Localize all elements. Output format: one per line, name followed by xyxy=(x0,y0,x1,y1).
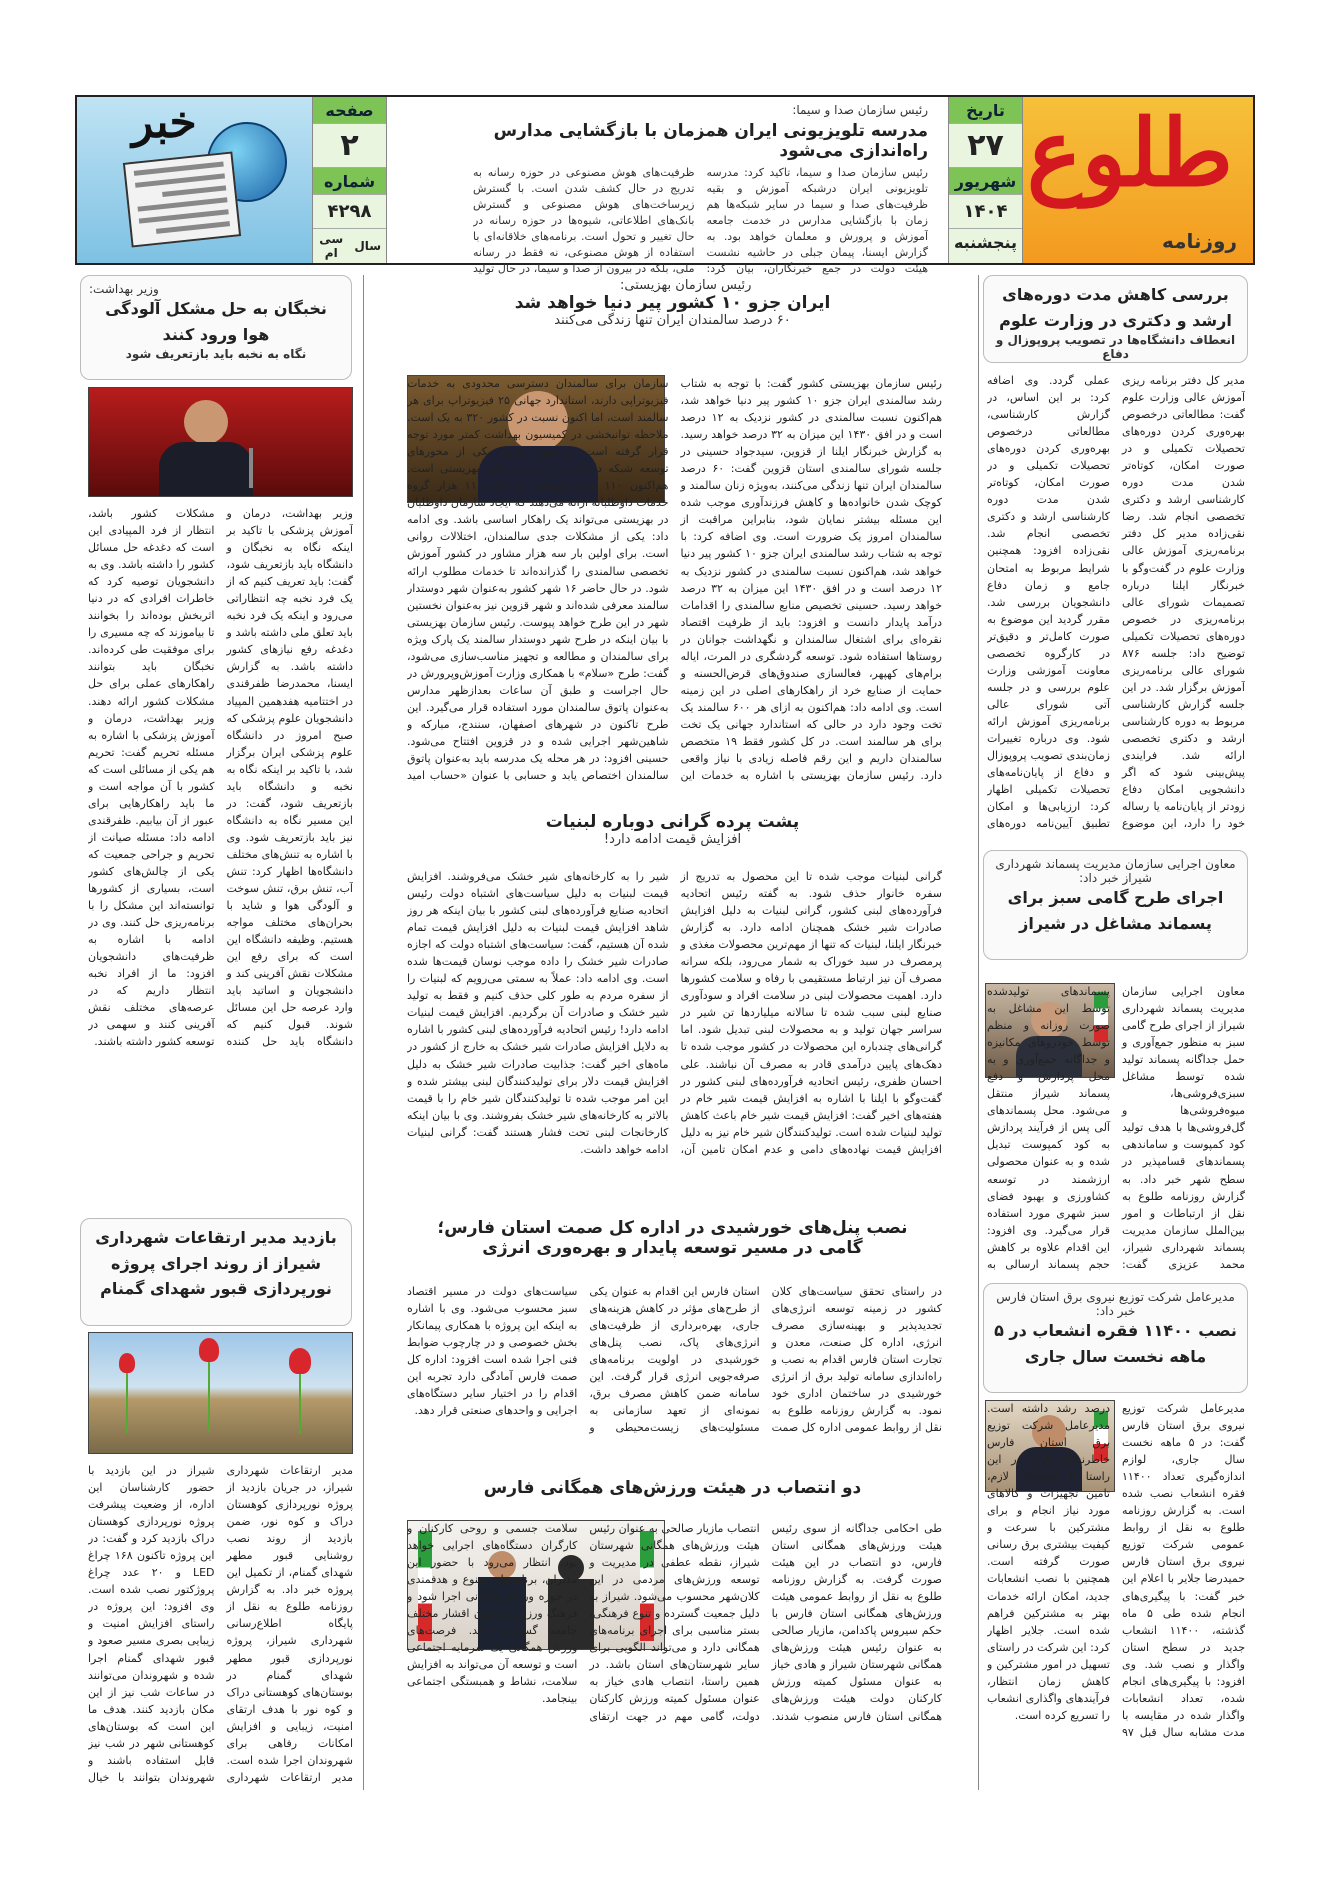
article-body-health: وزیر بهداشت، درمان و آموزش پزشکی با تاکید بر اینکه نگاه به نخبگان و دانشگاه باید بازتعریف شود، گفت: باید تعریف کنیم که از یک فرد نخبه چه انتظاراتی می‌رود و اینکه یک فرد نخبه باید تعلق ملی داشته باشد و دغدغه رفع نیازهای کشور داشته باشد. به گزارش ایسنا، محمدرضا ظفرقندی در اختتامیه هفدهمین المپیاد دانشجویان علوم پزشکی که صبح امروز در دانشگاه علوم پزشکی ایران برگزار شد، با تاکید بر اینکه نگاه به نخبه و دانشگاه باید بازتعریف شود، گفت: در این مسیر نگاه به دانشگاه نیز باید بازتعریف شود. وی با اشاره به تنش‌های مختلف دانشگاه‌ها اظهار کرد: تنش آب، تنش برق، تنش سوخت و آلودگی هوا و شاید با بحران‌های مختلف مواجه هستیم. وظیفه دانشگاه این است که برای رفع این مشکلات نقش آفرینی کند و دانشجویان و اساتید باید وارد عرصه حل این مسائل شوند. قبول کنیم که دانشگاه باید حل کننده مشکلات کشور باشد، انتظار از فرد المپیادی این است که دغدغه حل مسائل کشور را داشته باشد. وی به دانشجویان توصیه کرد که خاطرات افرادی که در دنیا اثربخش بوده‌اند را بخوانند تا بیاموزند که چه مسیری را برای موفقیت طی کرده‌اند. نخبگان باید بتوانند راهکارهای عملی برای حل مشکلات کشور ارائه دهند. وزیر بهداشت، درمان و آموزش پزشکی با اشاره به مسئله تحریم گفت: تحریم هم یکی از مسائلی است که کشور با آن مواجه است و ما باید راهکارهایی برای عبور از آن بیابیم. ظفرقندی ادامه داد: مسئله صیانت از تحریم و جراحی جمعیت که یکی از چالش‌های کشور است، بسیاری از کشورها توانسته‌اند این مشکل را با برنامه‌ریزی حل کنند. وی در ادامه با اشاره به ظرفیت‌های دانشجویان افزود: ما از افراد نخبه انتظار داریم که در عرصه‌های مختلف نقش آفرینی کنند و سهمی در توسعه کشور داشته باشند. xyxy=(88,507,353,1049)
article-headline[interactable]: بررسی کاهش مدت دوره‌های ارشد و دکتری در وزارت علوم xyxy=(999,285,1232,330)
article-subhead: انعطاف دانشگاه‌ها در تصویب پروپوزال و دفاع xyxy=(995,333,1236,362)
stem xyxy=(126,1373,128,1433)
date-year: ۱۴۰۴ xyxy=(949,195,1022,229)
article-body-electricity: مدیرعامل شرکت توزیع نیروی برق استان فارس گفت: در ۵ ماهه نخست سال جاری، لوازم اندازه‌گیری تعداد ۱۱۴۰۰ فقره انشعاب نصب شده است. به گزارش روزنامه طلوع به نقل از روابط عمومی شرکت توزیع نیروی برق استان فارس حمیدرضا جلایر با اعلام این خبر گفت: با پیگیری‌های انجام شده طی ۵ ماه گذشته، ۱۱۴۰۰ انشعاب جدید در سطح استان واگذار و نصب شد. وی افزود: با پیگیری‌های انجام شده، تعداد انشعابات واگذار شده در مقایسه با مدت مشابه سال قبل ۹۷ درصد رشد داشته است. مدیرعامل شرکت توزیع برق استان فارس خاطرنشان کرد: در این راستا با هماهنگی لازم، تامین تجهیزات و کالاهای مورد نیاز انجام و برای مشترکین با سرعت و کیفیت بیشتری برق رسانی صورت گرفته است. همچنین با نصب انشعابات جدید، امکان ارائه خدمات بهتر به مشترکین فراهم شده است. جلایر اظهار کرد: این شرکت در راستای تسهیل در امور مشترکین و کاهش زمان انتظار، فرآیندهای واگذاری انشعاب را تسریع کرده است. xyxy=(987,1402,1245,1739)
article-header-dairy xyxy=(395,812,950,847)
microphone-icon xyxy=(249,448,253,488)
lead-kicker: رئیس سازمان صدا و سیما: xyxy=(792,103,928,117)
article-header-universities xyxy=(983,275,1248,363)
date-column xyxy=(948,97,1023,263)
brand-logo: طلوع xyxy=(1026,99,1233,207)
article-header-electricity xyxy=(983,1283,1248,1393)
article-body-waste: معاون اجرایی سازمان مدیریت پسماند شهرداری شیراز از اجرای طرح گامی سبز به منظور جمع‌آوری و حمل جداگانه پسماند تولید شده توسط مشاغل سبزی‌فروشی‌ها، میوه‌فروشی‌ها و گل‌فروشی‌ها با هدف تولید کود کمپوست و ساماندهی پسماندهای قسامپذیر در سطح شهر خبر داد. به گزارش روزنامه طلوع به نقل از ارتباطات و امور بین‌الملل سازمان مدیریت پسماند شهرداری شیراز، محمد عزیزی گفت: پسماندهای تولیدشده توسط این مشاغل به صورت روزانه و منظم توسط خودروهای مکانیزه و جداگانه جمع‌آوری و به محل پردازش و دفع پسماند شیراز منتقل می‌شود. محل پسماندهای آلی پس از فرآیند پردازش به کود کمپوست تبدیل شده و به عنوان محصولی ارزشمند در توسعه کشاورزی و بهبود فضای سبز شهری مورد استفاده قرار می‌گیرد. وی افزود: این اقدام علاوه بر کاهش حجم پسماند ارسالی به xyxy=(987,985,1245,1271)
person-head xyxy=(184,400,228,444)
article-header-waste xyxy=(983,850,1248,960)
article-kicker-2: شیراز خبر داد: xyxy=(1079,871,1152,885)
lead-body: رئیس سازمان صدا و سیما، تاکید کرد: مدرسه تلویزیونی ایران درشبکه آموزش و بقیه ظرفیت‌های صدا و سیما در سایر شبکه‌ها هم زمان با بازگشایی مدارس در خدمت جامعه آموزش و پرورش و معلمان خواهد بود. به گزارش ایسنا، پیمان جبلی در حاشیه نشست هیئت دولت در جمع خبرنگاران، بیان کرد: ظرفیت‌های هوش مصنوعی در حوزه رسانه به تدریج در حال کشف شدن است. با گسترش زیرساخت‌های هوش مصنوعی و گسترش بانک‌های اطلاعاتی، شیوه‌ها در حوزه رسانه در حال تغییر و تحول است. برنامه‌های خلاقانه‌ای با استفاده از هوش مصنوعی، نه فقط در رسانه ملی، بلکه در بیرون از صدا و سیما، در حال تولید xyxy=(473,166,928,275)
article-header-lighting xyxy=(80,1218,352,1326)
article-kicker: وزیر بهداشت: xyxy=(89,282,159,296)
brand-subtitle: روزنامه xyxy=(1162,229,1237,253)
page-number: ۲ xyxy=(313,124,386,168)
volume-label: سال xyxy=(354,238,382,253)
article-body-lighting: مدیر ارتقاعات شهرداری شیراز، در جریان بازدید از پروژه نورپردازی کوهستان دراک و کوه نور، ضمن بازدید از روند نصب روشنایی قبور مطهر شهدای گمنام، از تکمیل این پروژه خبر داد. به گزارش روزنامه طلوع به نقل از پایگاه اطلاع‌رسانی شهرداری شیراز، پروژه نورپردازی قبور مطهر شهدای گمنام در بوستان‌های کوهستانی دراک و کوه نور با هدف ارتقای امنیت، زیبایی و افزایش امکانات رفاهی برای شهروندان اجرا شده است. مدیر ارتقاعات شهرداری شیراز در این بازدید با حضور کارشناسان این اداره، از وضعیت پیشرفت پروژه نورپردازی کوهستان دراک بازدید کرد و گفت: در این پروژه تاکنون ۱۶۸ چراغ LED و ۲۰ عدد چراغ پروژکتور نصب شده است. وی افزود: این پروژه در راستای افزایش امنیت و زیبایی بصری مسیر صعود و قبور شهدای گمنام اجرا شده و شهروندان می‌توانند در ساعات شب نیز از این مکان بازدید کنند. هدف ما این است که بوستان‌های کوهستانی شهر در شب نیز قابل استفاده باشند و شهروندان بتوانند با خیال xyxy=(88,1464,353,1784)
page-column xyxy=(312,97,387,263)
article-header-solar xyxy=(395,1218,950,1258)
tulip-icon xyxy=(199,1338,219,1362)
article-header-aging xyxy=(395,278,950,328)
article-headline[interactable]: پشت پرده گرانی دوباره لبنیات xyxy=(545,812,800,832)
brand-logo-box xyxy=(1023,97,1253,263)
article-body-aging: رئیس سازمان بهزیستی کشور گفت: با توجه به شتاب رشد سالمندی ایران جزو ۱۰ کشور پیر دنیا خواهد شد، هم‌اکنون نسبت سالمندی در کشور نزدیک به ۱۲ درصد است و در افق ۱۴۳۰ این میزان به ۳۲ درصد خواهد رسید. به گزارش خبرنگار ایلنا از قزوین، سید‌جواد حسینی در جلسه شورای سالمندی استان قزوین گفت: ۶۰ درصد سالمندان ایران تنها زندگی می‌کنند، به‌ویژه زنان سالمند و کوچک شدن خانواده‌ها و کاهش فرزندآوری موجب شده این مسئله بیشتر نمایان شود، بنابراین مراقبت از سالمندان امروز یک ضرورت است. وی اضافه کرد: با توجه به شتاب رشد سالمندی ایران جزو ۱۰ کشور پیر دنیا خواهد شد، هم‌اکنون نسبت سالمندی در کشور نزدیک به ۱۲ درصد است و در افق ۱۴۳۰ این میزان به ۳۲ درصد خواهد رسید. حسینی تخصیص منابع سالمندی را اقدامات درآمد پایدار دانست و افزود: باید از ظرفیت اقتصاد نقره‌ای برای اشتغال سالمندان و نگهداشت جوانان در روستاها استفاده شود. توسعه گردشگری در المرت، ایاله برام‌های کهپهر، فعالسازی صندوق‌های قرض‌الحسنه و حمایت از صنایع خرد از راهکارهای اصلی در این زمینه است. وی ادامه داد: هم‌اکنون به ازای هر ۶۰۰ سالمند یک تخت وجود دارد در حالی که استاندارد جهانی یک تخت برای هر سالمند است. در کل کشور فقط ۱۹ متخصص سالمندان داریم و این رقم فاصله زیادی با نیاز واقعی دارد. رئیس سازمان بهزیستی با اشاره به خدمات این سازمان برای سالمندان دسترسی محدودی به خدمات فیزیوتراپی دارند، استاندارد جهانی ۲۵ فیزیوتراپ برای هر سالمند است، اما اکنون نسبت در کشور ۳۲۰ به یک است. ملاحظه توانبخشی در کمیسیون بهداشت کمتر مورد توجه قرار گرفته است. می‌شود، افزود: یکی از محورهای توسعه شبکه داوطلبان از ضرورت‌های بهزیستی است. هم‌اکنون ۱۱۰ هزار داوطلب در قالب ۱۱ هزار گروه خدمات داوطلبانه ارائه می‌دهند که ایجاد سازمان داوطلبان در بهزیستی می‌تواند یک راهکار اساسی باشد. وی ادامه داد: یکی از مشکلات جدی سالمندان، اختلالات روانی است. برای اولین بار سه هزار مشاور در کشور آموزش تخصصی سالمندی را گذرانده‌اند تا خدمات مطلوب ارائه شود. در حال حاضر ۱۶ شهر کشور به‌عنوان شهر دوستدار سالمند معرفی شده‌اند و شهر قزوین نیز به‌عنوان نخستین شهر در این طرح خواهد پیوست. رئیس سازمان بهزیستی با بیان اینکه در طرح شهر دوستدار سالمند یک پارک ویژه برای سالمندان و مطالعه و تجهیز مناسب‌سازی می‌شود، گفت: طرح «سلام» با همکاری وزارت آموزش‌وپرورش در حال اجراست و طبق آن ساعات بعدازظهر مدارس به‌عنوان پاتوق سالمندان مورد استفاده قرار می‌گیرد. این طرح تاکنون در شهرهای اصفهان، سنندج، مبارکه و شاهین‌شهر اجرایی شده و در قزوین افتتاح می‌شود. حسینی افزود: در هر محله یک مدرسه باید به‌عنوان پاتوق سالمندان اختصاص یابد و حسابی با عنوان «حساب امید xyxy=(407,377,942,783)
volume-value: سی ام xyxy=(319,231,344,260)
lead-story xyxy=(463,97,938,275)
article-subhead: نگاه به نخبه باید بازتعریف شود xyxy=(125,347,307,362)
article-body-solar: در راستای تحقق سیاست‌های کلان کشور در زمینه توسعه انرژی‌های تجدیدپذیر و بهینه‌سازی مصرف انرژی، اداره کل صنعت، معدن و تجارت استان فارس اقدام به نصب و راه‌اندازی سامانه تولید برق از انرژی خورشیدی در ساختمان اداری خود نمود. به گزارش روزنامه طلوع به نقل از روابط عمومی اداره کل صمت استان فارس این اقدام به عنوان یکی از طرح‌های مؤثر در کاهش هزینه‌های جاری، بهره‌برداری از ظرفیت‌های انرژی‌های پاک، نصب پنل‌های خورشیدی در اولویت برنامه‌های صرفه‌جویی انرژی قرار گرفت. این سامانه ضمن کاهش مصرف برق، نمونه‌ای از تعهد سازمانی به مسئولیت‌های زیست‌محیطی و سیاست‌های دولت در مسیر اقتصاد سبز محسوب می‌شود. وی با اشاره به اینکه این پروژه با همکاری پیمانکار بخش خصوصی و در چارچوب ضوابط فنی اجرا شده است افزود: اداره کل صمت فارس آمادگی دارد تجربه این اقدام را در اختیار سایر دستگاه‌های اجرایی و واحدهای صنعتی قرار دهد. xyxy=(407,1285,942,1435)
article-kicker: مدیرعامل شرکت توزیع نیروی برق استان فارس xyxy=(996,1290,1235,1304)
date-day: ۲۷ xyxy=(949,124,1022,168)
person-body xyxy=(159,442,253,497)
newspaper-icon xyxy=(123,151,241,247)
issue-label: شماره xyxy=(313,168,386,195)
date-label: تاریخ xyxy=(949,97,1022,124)
article-headline[interactable]: بازدید مدیر ارتقاعات شهرداری شیراز از روند اجرای پروژه نورپردازی قبور شهدای گمنام xyxy=(95,1228,337,1299)
tulip-icon xyxy=(289,1348,311,1374)
article-body-dairy: گرانی لبنیات موجب شده تا این محصول به تدریج از سفره خانوار حذف شود. به گفته رئیس اتحادیه فرآورده‌های لبنی کشور، گرانی لبنیات به دلیل افزایش صادرات شیر خشک همچنان ادامه دارد. به گزارش خبرنگار ایلنا، لبنیات که تنها از مهم‌ترین محصولات مغذی و پرمصرف در سبد خوراک به شمار می‌رود، بلکه سرانه مصرف آن نیز ارتباط مستقیمی با رفاه و سلامت کشورها دارد. اهمیت محصولات لبنی در سلامت افراد و سودآوری صنایع لبنی سبب شده تا سالانه میلیاردها تن شیر در سراسر جهان تولید و به محصولات لبنی تبدیل شود. اما گرانی‌های چندباره این محصولات در کشور موجب شده تا دهک‌های پایین درآمدی قادر به مصرف آن نباشند. علی احسان ظفری، رئیس اتحادیه فرآورده‌های لبنی کشور در گفت‌وگو با ایلنا با اشاره به افزایش قیمت شیر خام در هفته‌های اخیر گفت: افزایش قیمت شیر خام باعث کاهش تولید لبنیات شده است. تولیدکنندگان شیر خام نیز به دلیل افزایش قیمت نهاده‌های دامی و عدم امکان تامین آن، شیر را به کارخانه‌های شیر خشک می‌فروشند. افزایش قیمت لبنیات به دلیل سیاست‌های اشتباه دولت رئیس اتحادیه صنایع فرآورده‌های لبنی کشور با بیان اینکه هر روز شاهد افزایش قیمت لبنیات به دلیل افزایش قیمت تمام شده آن هستیم، گفت: سیاست‌های اشتباه دولت که اجازه صادرات شیر خشک را داده موجب نوسان قیمت‌ها شده است. وی ادامه داد: عملاً به سمتی می‌رویم که لبنیات را از سفره مردم به طور کلی حذف کنیم و فقط به تولید شیر خشک و صادرات آن برگردیم. افزایش قیمت لبنیات ادامه دارد! رئیس اتحادیه فرآورده‌های لبنی کشور با اشاره به دلایل افزایش صادرات شیر خشک به خارج از کشور در ماه‌های اخیر گفت: جذابیت صادرات شیر خشک به دلیل افزایش قیمت دلار برای تولیدکنندگان لبنی بیشتر شده و این امر موجب شده تا تولیدکنندگان شیر خام را با قیمت بالاتر به کارخانه‌های شیر خشک بفروشند. وی با بیان اینکه کارخانجات لبنی تحت فشار هستند گفت: گرانی لبنیات ادامه خواهد داشت. xyxy=(407,870,942,1156)
article-header-sports xyxy=(395,1478,950,1498)
date-month: شهریور xyxy=(949,168,1022,195)
minister-photo xyxy=(88,387,353,497)
article-headline[interactable]: نخبگان به حل مشکل آلودگی هوا ورود کنند xyxy=(105,299,327,344)
stem xyxy=(208,1362,210,1432)
article-body-universities: مدیر کل دفتر برنامه ریزی آموزش عالی وزارت علوم گفت: مطالعاتی درخصوص بهره‌وری کردن دوره‌های تحصیلات تکمیلی و در صورت امکان، کوتاه‌تر شدن مدت دوره کارشناسی ارشد و دکتری تخصصی انجام شد. رضا نقی‌زاده مدیر کل دفتر برنامه‌ریزی آموزش عالی وزارت علوم در گفت‌وگو با خبرنگار ایلنا درباره تصمیمات شورای عالی برنامه‌ریزی در خصوص دوره‌های تحصیلات تکمیلی توضیح داد: جلسه ۸۷۶ شورای عالی برنامه‌ریزی آموزش برگزار شد. در این جلسه گزارش کارشناسی مربوط به دوره کارشناسی ارشد و دکتری تخصصی ارائه شد. فرایندی پیش‌بینی شود که اگر دانشجویی امکان دفاع زودتر از پایان‌نامه یا رساله خود را دارد، این موضوع عملی گردد. وی اضافه کرد: بر این اساس، در گزارش کارشناسی، مطالعاتی درخصوص بهره‌وری کردن دوره‌های تحصیلات تکمیلی و در صورت امکان، کوتاه‌تر شدن مدت دوره کارشناسی ارشد و دکتری تخصصی انجام شد. نقی‌زاده افزود: همچنین شرایط مربوط به امتحان جامع و زمان دفاع دانشجویان بررسی شد. مقرر گردید این موضوع به صورت کامل‌تر و دقیق‌تر در کارگروه تخصصی معاونت آموزشی وزارت علوم بررسی و در جلسه آتی شورای عالی برنامه‌ریزی آموزش ارائه شود. وی درباره تغییرات زمان‌بندی تصویب پروپوزال و دفاع از پایان‌نامه‌های تحصیلات تکمیلی اظهار کرد: ارزیابی‌ها و امکان تطبیق آیین‌نامه دوره‌های xyxy=(987,374,1245,831)
section-box xyxy=(77,97,312,263)
stem xyxy=(299,1374,301,1434)
tulip-monument-photo xyxy=(88,1332,353,1454)
masthead xyxy=(75,95,1255,275)
section-title: خبر xyxy=(132,97,197,148)
article-subhead: ۶۰ درصد سالمندان ایران تنها زندگی می‌کنند xyxy=(554,313,791,328)
article-body-sports: طی احکامی جداگانه از سوی رئیس هیئت ورزش‌های همگانی استان فارس، دو انتصاب در این هیئت صورت گرفت. به گزارش روزنامه طلوع به نقل از روابط عمومی هیئت ورزش‌های همگانی استان فارس با حکم سیروس پاکدامن، مازیار صالحی به عنوان رئیس هیئت ورزش‌های همگانی شهرستان شیراز و هادی خیاز به عنوان مسئول کمیته ورزش کارکنان دولت هیئت ورزش‌های همگانی استان فارس منصوب شدند. انتصاب مازیار صالحی به عنوان رئیس هیئت ورزش‌های همگانی شهرستان شیراز، نقطه عطفی در مدیریت و توسعه ورزش‌های مردمی در این کلان‌شهر محسوب می‌شود. شیراز به دلیل جمعیت گسترده و تنوع فرهنگی، بستر مناسبی برای اجرای برنامه‌های همگانی دارد و می‌تواند الگویی برای سایر شهرستان‌های استان باشد. در همین راستا، انتصاب هادی خیاز به عنوان مسئول کمیته ورزش کارکنان دولت، گامی مهم در جهت ارتقای سلامت جسمی و روحی کارکنان و کارگران دستگاه‌های اجرایی خواهد بود. انتظار می‌رود با حضور این مدیران، برنامه‌های متنوع و هدفمندی در حوزه ورزش همگانی اجرا شود و فرهنگ ورزش در میان اقشار مختلف جامعه گسترش یابد. فرصت‌های ورزش همگانی یک سرمایه اجتماعی است و توسعه آن می‌تواند به افزایش سلامت، نشاط و همبستگی اجتماعی بینجامد. xyxy=(407,1522,942,1723)
issue-number: ۴۲۹۸ xyxy=(313,195,386,229)
article-headline[interactable]: نصب پنل‌های خورشیدی در اداره کل صمت استان فارس؛ xyxy=(437,1218,908,1238)
article-headline[interactable]: ایران جزو ۱۰ کشور پیر دنیا خواهد شد xyxy=(514,293,831,313)
page-label: صفحه xyxy=(313,97,386,124)
article-kicker-2: خبر داد: xyxy=(1095,1304,1136,1318)
column-divider xyxy=(363,275,364,1790)
column-divider xyxy=(978,275,979,1790)
tulip-icon xyxy=(119,1353,135,1373)
article-headline[interactable]: دو انتصاب در هیئت ورزش‌های همگانی فارس xyxy=(483,1478,862,1498)
volume-row xyxy=(313,229,386,262)
article-headline[interactable]: نصب ۱۱۴۰۰ فقره انشعاب در ۵ ماهه نخست سال جاری xyxy=(994,1321,1237,1366)
article-kicker: معاون اجرایی سازمان مدیریت پسماند شهرداری xyxy=(995,857,1236,871)
article-kicker: رئیس سازمان بهزیستی: xyxy=(620,278,752,293)
date-weekday: پنجشنبه xyxy=(953,233,1018,252)
article-header-health xyxy=(80,275,352,380)
article-subhead: افزایش قیمت ادامه دارد! xyxy=(603,832,742,847)
lead-headline[interactable]: مدرسه تلویزیونی ایران همزمان با بازگشایی مدارس راه‌اندازی می‌شود xyxy=(493,121,928,161)
article-headline[interactable]: اجرای طرح گامی سبز برای پسماند مشاغل در شیراز xyxy=(1007,888,1224,933)
article-headline-2: گامی در مسیر توسعه پایدار و بهره‌وری انرژی xyxy=(482,1238,863,1258)
